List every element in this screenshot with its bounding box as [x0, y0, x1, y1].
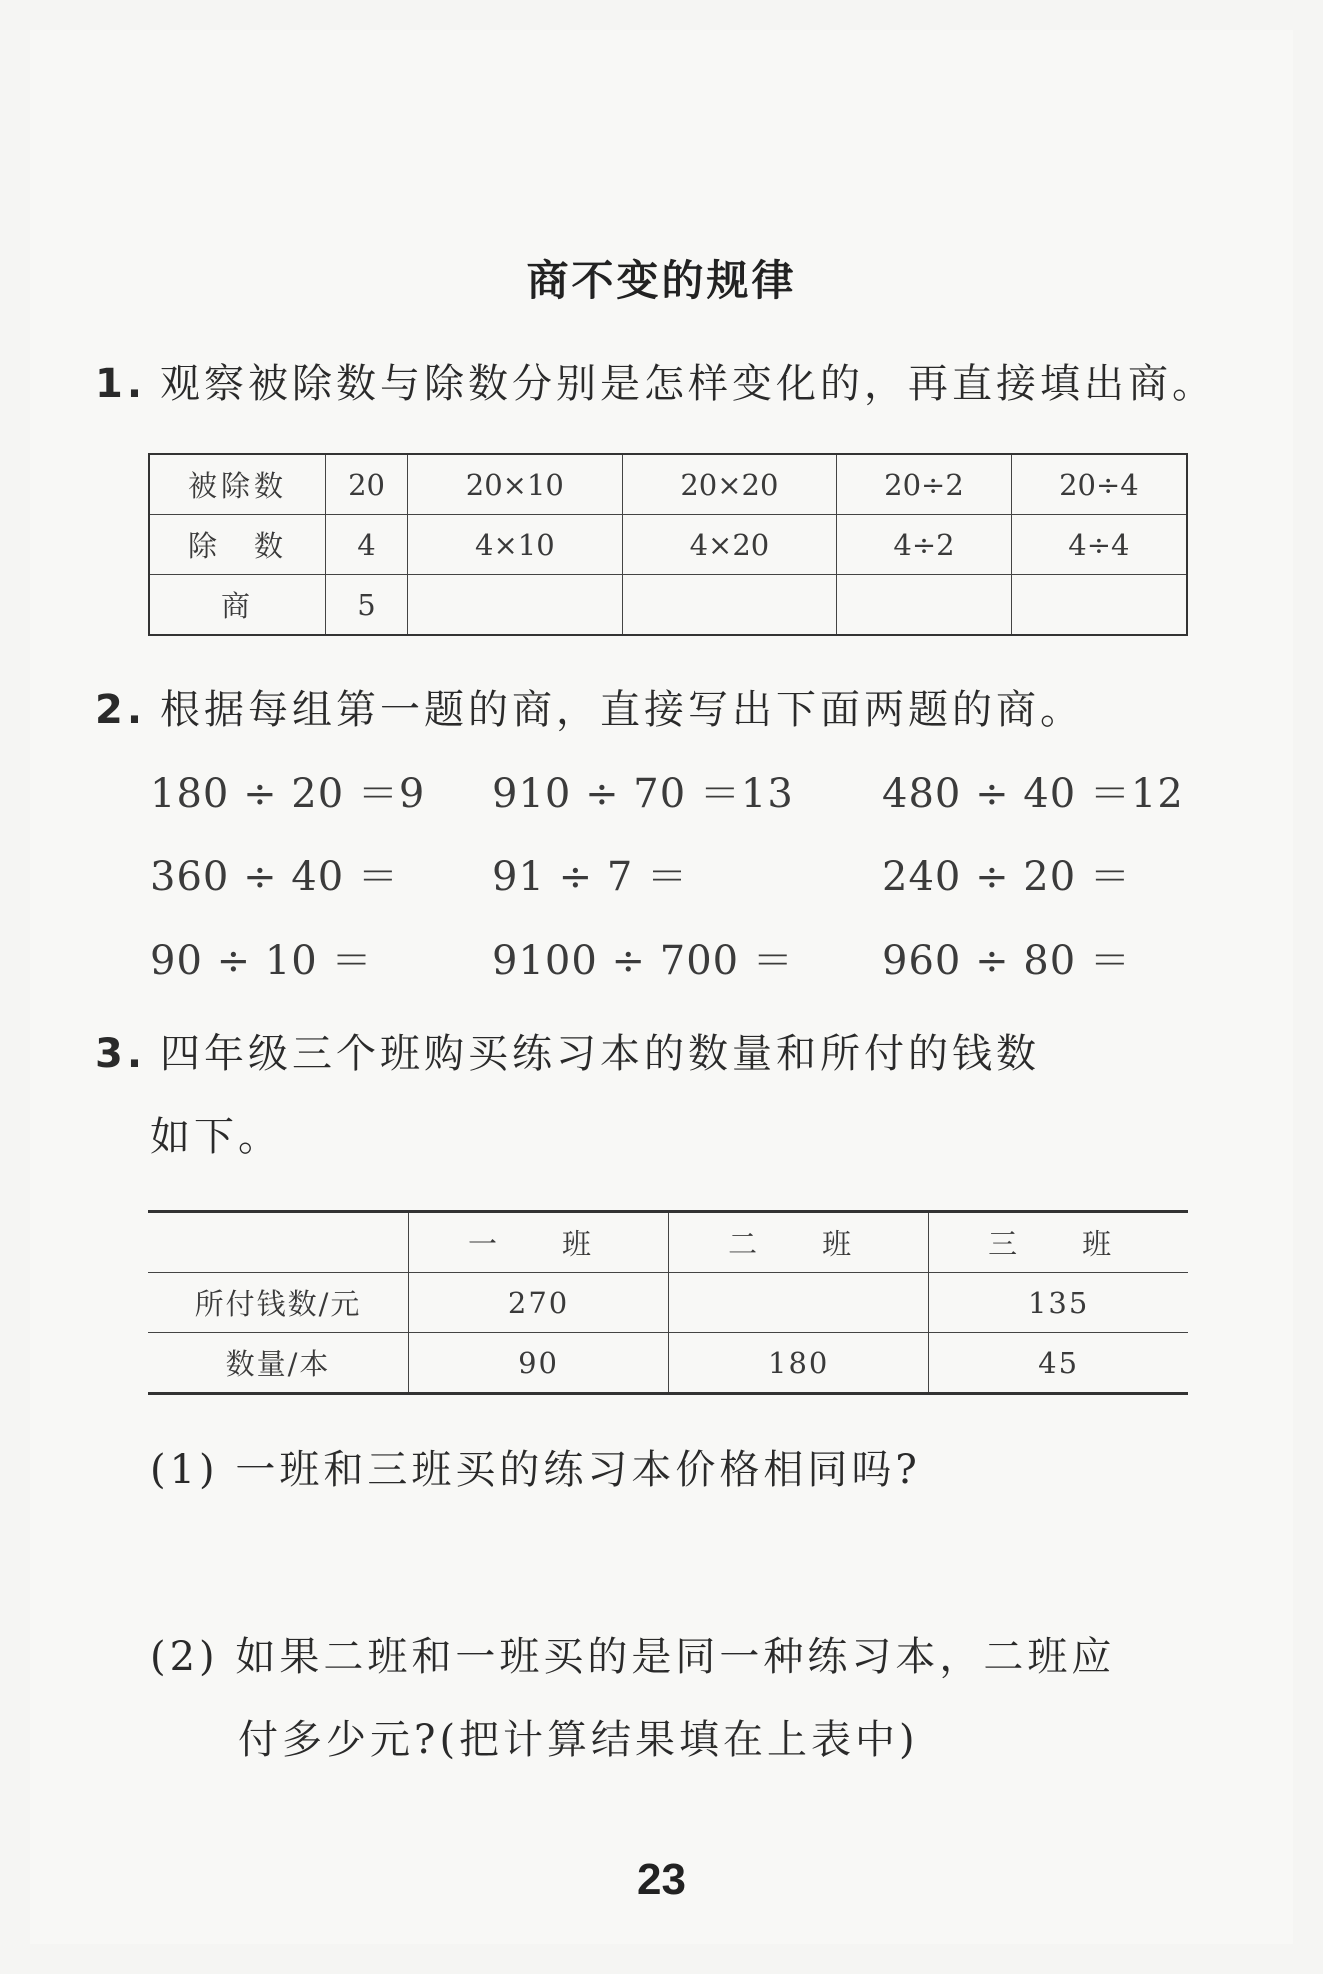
table-cell: 20÷2 [837, 454, 1012, 515]
table-cell: 180 [669, 1333, 929, 1394]
table-row [149, 575, 1187, 636]
answer-cell[interactable] [1011, 575, 1187, 636]
sub-question-2: (2) 如果二班和一班买的是同一种练习本，二班应 [150, 1634, 1116, 1680]
question-3 [95, 1022, 1040, 1079]
quotient-table [148, 453, 1188, 636]
table-header-row [148, 1212, 1188, 1273]
class-purchase-table [148, 1210, 1188, 1395]
answer-cell[interactable] [837, 575, 1012, 636]
table-cell: 4÷4 [1011, 515, 1187, 575]
table-cell: 4×10 [408, 515, 623, 575]
question-3-text-cont: 如下。 [150, 1114, 282, 1160]
answer-cell[interactable] [408, 575, 623, 636]
sub-question-2-cont: 付多少元?(把计算结果填在上表中) [238, 1717, 919, 1763]
equation: 910 ÷ 70 ＝13 [492, 771, 794, 817]
equation: 90 ÷ 10 ＝ [150, 938, 373, 984]
page-title: 商不变的规律 [526, 256, 797, 305]
table-cell: 135 [929, 1273, 1188, 1333]
row-label: 数量/本 [148, 1333, 409, 1394]
answer-cell[interactable] [622, 575, 837, 636]
page-number: 23 [637, 1855, 686, 1904]
answer-cell[interactable] [669, 1273, 929, 1333]
question-3-text: 四年级三个班购买练习本的数量和所付的钱数 [160, 1031, 1041, 1077]
table-row [149, 515, 1187, 575]
table-cell: 20 [326, 454, 408, 515]
table-row [148, 1333, 1188, 1394]
equation: 480 ÷ 40 ＝12 [882, 771, 1184, 817]
table-cell: 45 [929, 1333, 1188, 1394]
question-2-text: 根据每组第一题的商，直接写出下面两题的商。 [160, 687, 1085, 733]
question-2-number: 2. [95, 687, 147, 733]
question-1-number: 1. [95, 361, 147, 407]
equation: 240 ÷ 20 ＝ [882, 854, 1131, 900]
equation: 960 ÷ 80 ＝ [882, 938, 1131, 984]
table-row [149, 454, 1187, 515]
question-2 [95, 678, 1084, 735]
table-header: 一 班 [409, 1212, 669, 1273]
row-label: 商 [149, 575, 326, 636]
table-cell: 20÷4 [1011, 454, 1187, 515]
table-header: 二 班 [669, 1212, 929, 1273]
equation: 360 ÷ 40 ＝ [150, 854, 399, 900]
table-cell: 20×10 [408, 454, 623, 515]
table-cell: 4 [326, 515, 408, 575]
row-label: 被除数 [149, 454, 326, 515]
sub-question-1: (1) 一班和三班买的练习本价格相同吗? [150, 1447, 921, 1493]
table-cell: 4÷2 [837, 515, 1012, 575]
table-cell: 270 [409, 1273, 669, 1333]
table-cell: 5 [326, 575, 408, 636]
table-row [148, 1273, 1188, 1333]
table-cell: 20×20 [622, 454, 837, 515]
table-header: 三 班 [929, 1212, 1188, 1273]
equation: 91 ÷ 7 ＝ [492, 854, 689, 900]
table-cell: 4×20 [622, 515, 837, 575]
question-1 [95, 352, 1216, 409]
table-header [148, 1212, 409, 1273]
row-label: 所付钱数/元 [148, 1273, 409, 1333]
question-3-number: 3. [95, 1031, 147, 1077]
table-cell: 90 [409, 1333, 669, 1394]
equation: 180 ÷ 20 ＝9 [150, 771, 426, 817]
row-label: 除 数 [149, 515, 326, 575]
equation: 9100 ÷ 700 ＝ [492, 938, 794, 984]
question-1-text: 观察被除数与除数分别是怎样变化的，再直接填出商。 [160, 361, 1217, 407]
